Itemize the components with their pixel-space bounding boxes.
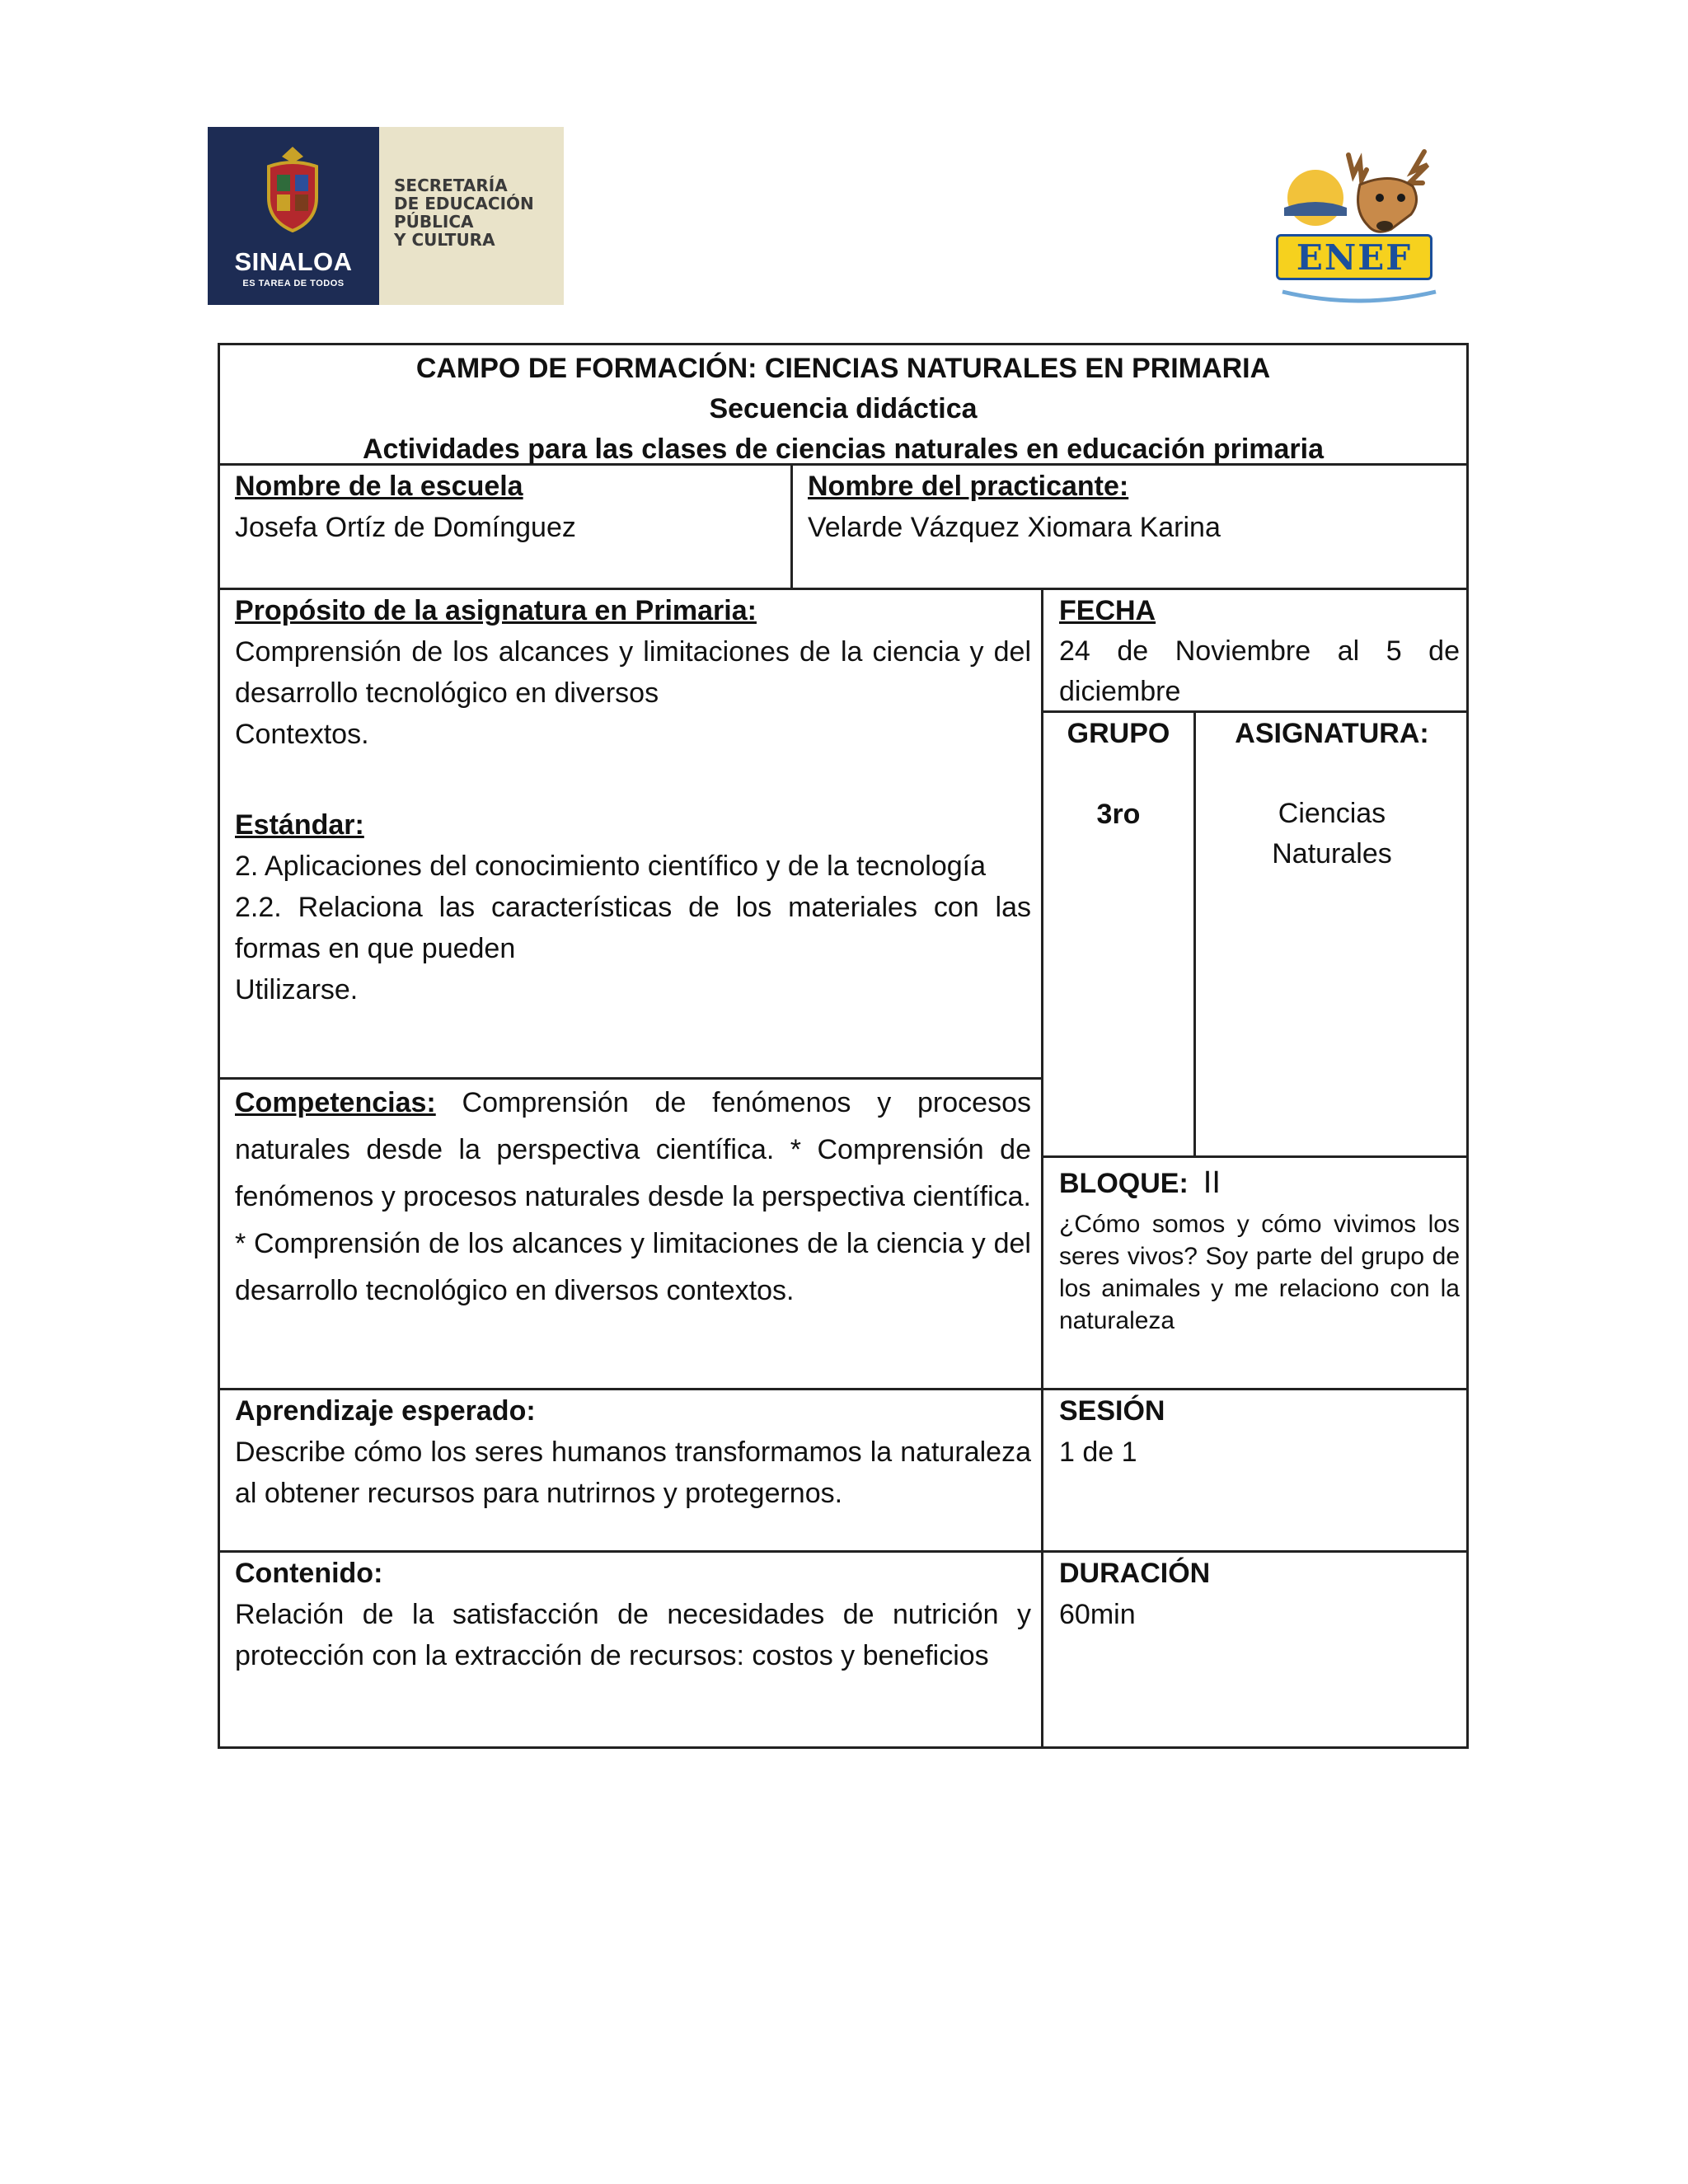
standard-label: Estándar: [235,809,364,841]
student-cell [808,466,1459,586]
standard-item-3: Utilizarse. [235,974,359,1005]
header-campo: CAMPO DE FORMACIÓN: CIENCIAS NATURALES EN PRIMARIA [415,353,1271,384]
school-label: Nombre de la escuela [235,471,523,502]
content-label: Contenido: [235,1558,383,1589]
rule-group-divider [1193,710,1196,1156]
competencies-cell [235,1080,1031,1386]
content-text: Relación de la satisfacción de necesidades de nutrición y protección con la extracción de recursos: costos y beneficios [235,1599,1031,1671]
expected-learning-text: Describe cómo los seres humanos transformamos la naturaleza al obtener recursos para nutrirnos y protegernos. [235,1436,1031,1509]
enef-logo-wordmark: ENEF [1276,234,1432,280]
header-secuencia: Secuencia didáctica [709,393,978,424]
standard-item-1: 2. Aplicaciones del conocimiento científico y de la tecnología [235,851,986,882]
school-value: Josefa Ortíz de Domínguez [235,512,576,543]
student-value: Velarde Vázquez Xiomara Karina [808,512,1221,543]
sep-logo-department: SECRETARÍA DE EDUCACIÓN PÚBLICA Y CULTURA [394,176,534,250]
deer-head-icon [1268,147,1451,308]
competencies-label: Competencias: [235,1087,436,1118]
duration-label: DURACIÓN [1059,1558,1211,1589]
block-text: ¿Cómo somos y cómo vivimos los seres vivos? Soy parte del grupo de los animales y me relaciono con la naturaleza [1059,1211,1460,1334]
sep-logo-beige-panel [379,127,564,305]
subject-label: ASIGNATURA: [1235,718,1429,749]
session-cell [1059,1390,1460,1549]
group-cell [1044,713,1193,1155]
competencies-text: Comprensión de fenómenos y procesos naturales desde la perspectiva científica. * Comprensión de fenómenos y procesos naturales desde la perspectiva científica. * Comprensión de los alcances y limitaciones de la ciencia y del desarrollo tecnológico en diversos contextos. [235,1087,1031,1306]
sep-logo-tagline: ES TAREA DE TODOS [242,279,345,288]
purpose-label: Propósito de la asignatura en Primaria: [235,595,757,626]
header-cell [220,349,1466,464]
subject-cell [1198,713,1466,1155]
duration-value: 60min [1059,1599,1136,1630]
block-cell [1059,1158,1460,1387]
competencies-paragraph [235,1080,1031,1315]
standard-item-2: 2.2. Relaciona las características de los materiales con las formas en que pueden [235,892,1031,964]
sep-logo-navy-panel [208,127,379,305]
enef-logo [1268,147,1451,308]
block-heading [1059,1158,1460,1208]
student-label: Nombre del practicante: [808,471,1129,502]
date-label: FECHA [1059,595,1156,626]
lesson-plan-table [218,343,1469,1749]
purpose-text: Comprensión de los alcances y limitaciones de la ciencia y del desarrollo tecnológico en diversos [235,636,1031,709]
duration-cell [1059,1553,1460,1746]
session-label: SESIÓN [1059,1395,1165,1427]
expected-learning-label: Aprendizaje esperado: [235,1395,536,1427]
expected-learning-cell [235,1390,1031,1549]
subject-value: Ciencias Naturales [1272,798,1392,869]
sep-sinaloa-logo [208,127,564,305]
rule-main-divider [1041,588,1043,1746]
date-cell [1059,590,1460,710]
block-label: BLOQUE: [1059,1168,1189,1199]
group-label: GRUPO [1067,718,1170,749]
purpose-text-contextos: Contextos. [235,719,369,750]
coat-of-arms-icon [257,145,328,232]
date-value: 24 de Noviembre al 5 de diciembre [1059,635,1460,707]
block-number: II [1203,1165,1221,1200]
rule-names-divider [790,463,793,588]
school-cell [235,466,785,586]
purpose-standard-cell [235,590,1031,1076]
sep-logo-state-name: SINALOA [234,247,353,276]
session-value: 1 de 1 [1059,1436,1137,1468]
content-cell [235,1553,1031,1746]
group-value: 3ro [1096,799,1141,830]
header-actividades: Actividades para las clases de ciencias naturales en educación primaria [362,434,1324,465]
